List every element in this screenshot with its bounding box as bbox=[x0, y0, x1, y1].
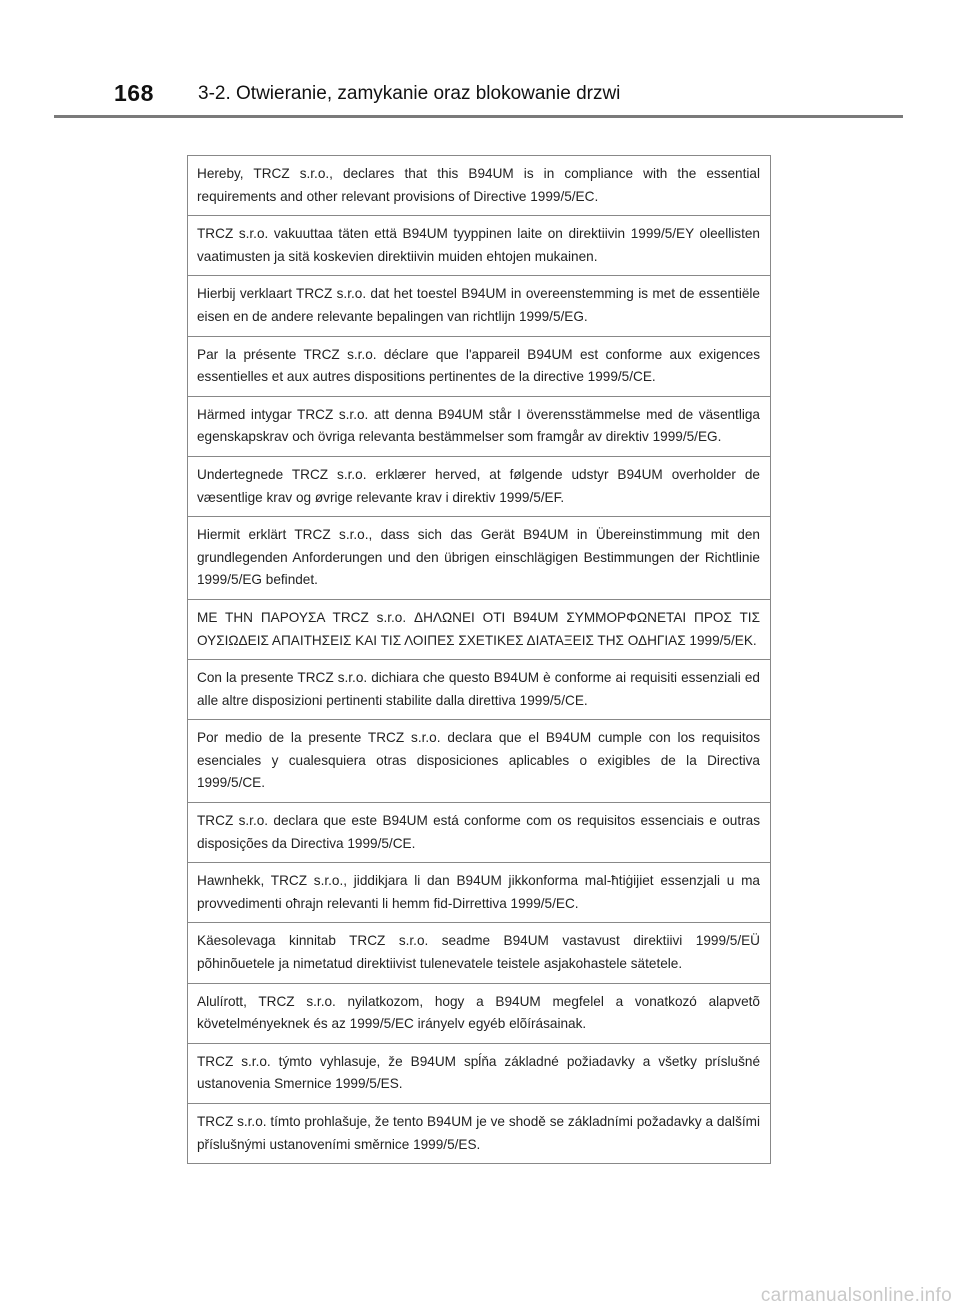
declaration-row-czech: TRCZ s.r.o. tímto prohlašuje, že tento B94UM je ve shodě se základními požadavky a dalšími příslušnými ustanoveními směrnice 1999/5/ES. bbox=[197, 1114, 760, 1152]
section-title: 3-2. Otwieranie, zamykanie oraz blokowanie drzwi bbox=[198, 83, 621, 104]
declaration-row-italian: Con la presente TRCZ s.r.o. dichiara che questo B94UM è conforme ai requisiti essenziali ed alle altre disposizioni pertinenti stabilite dalla direttiva 1999/5/CE. bbox=[188, 660, 770, 720]
declaration-row-danish: Undertegnede TRCZ s.r.o. erklærer herved, at følgende udstyr B94UM overholder de væsentlige krav og øvrige relevante krav i direktiv 1999/5/EF. bbox=[188, 457, 770, 517]
declaration-row-swedish: Härmed intygar TRCZ s.r.o. att denna B94UM står I överensstämmelse med de väsentliga egenskapskrav och övriga relevanta bestämmelser som framgår av direktiv 1999/5/EG. bbox=[188, 397, 770, 457]
declaration-row-greek: ΜΕ ΤΗΝ ΠΑΡΟΥΣΑ TRCZ s.r.o. ΔΗΛΩΝΕΙ ΟΤΙ B94UM ΣΥΜΜΟΡΦΩΝΕΤΑΙ ΠΡΟΣ ΤΙΣ ΟΥΣΙΩΔΕΙΣ ΑΠΑΙΤΗΣΕΙΣ ΚΑΙ ΤΙΣ ΛΟΙΠΕΣ ΣΧΕΤΙΚΕΣ ΔΙΑΤΑΞΕΙΣ ΤΗΣ ΟΔΗΓΙΑΣ 1999/5/ΕΚ. bbox=[188, 600, 770, 660]
declaration-row-french: Par la présente TRCZ s.r.o. déclare que l'appareil B94UM est conforme aux exigences essentielles et aux autres dispositions pertinentes de la directive 1999/5/CE. bbox=[188, 337, 770, 397]
declaration-row-maltese: Hawnhekk, TRCZ s.r.o., jiddikjara li dan B94UM jikkonforma mal-ħtiġijiet essenzjali u ma provvedimenti oħrajn relevanti li hemm fid-Dirrettiva 1999/5/EC. bbox=[188, 863, 770, 923]
page-header bbox=[0, 0, 960, 118]
declaration-row-slovak: TRCZ s.r.o. týmto vyhlasuje, že B94UM spĺňa základné požiadavky a všetky príslušné ustanovenia Smernice 1999/5/ES. bbox=[188, 1044, 770, 1104]
page-number: 168 bbox=[114, 80, 154, 106]
declaration-row-finnish: TRCZ s.r.o. vakuuttaa täten että B94UM tyyppinen laite on direktiivin 1999/5/EY oleellisten vaatimusten ja sitä koskevien direktiivin muiden ehtojen mukainen. bbox=[188, 216, 770, 276]
declaration-row-spanish: Por medio de la presente TRCZ s.r.o. declara que el B94UM cumple con los requisitos esenciales y cualesquiera otras disposiciones aplicables o exigibles de la Directiva 1999/5/CE. bbox=[188, 720, 770, 803]
declaration-row-german: Hiermit erklärt TRCZ s.r.o., dass sich das Gerät B94UM in Übereinstimmung mit den grundlegenden Anforderungen und den übrigen einschlägigen Bestimmungen der Richtlinie 1999/5/EG befindet. bbox=[188, 517, 770, 600]
declaration-row-estonian: Käesolevaga kinnitab TRCZ s.r.o. seadme B94UM vastavust direktiivi 1999/5/EÜ põhinõuetele ja nimetatud direktiivist tulenevatele teistele asjakohastele sätetele. bbox=[188, 923, 770, 983]
header-divider bbox=[54, 115, 903, 118]
declaration-table bbox=[187, 155, 771, 1164]
declaration-row-dutch: Hierbij verklaart TRCZ s.r.o. dat het toestel B94UM in overeenstemming is met de essentiële eisen en de andere relevante bepalingen van richtlijn 1999/5/EG. bbox=[188, 276, 770, 336]
declaration-row-hungarian: Alulírott, TRCZ s.r.o. nyilatkozom, hogy a B94UM megfelel a vonatkozó alapvetõ követelményeknek és az 1999/5/EC irányelv egyéb elõírásainak. bbox=[188, 984, 770, 1044]
watermark: carmanualsonline.info bbox=[760, 1285, 952, 1306]
declaration-row-english: Hereby, TRCZ s.r.o., declares that this B94UM is in compliance with the essential requirements and other relevant provisions of Directive 1999/5/EC. bbox=[188, 156, 770, 216]
declaration-row-portuguese: TRCZ s.r.o. declara que este B94UM está conforme com os requisitos essenciais e outras disposições da Directiva 1999/5/CE. bbox=[188, 803, 770, 863]
